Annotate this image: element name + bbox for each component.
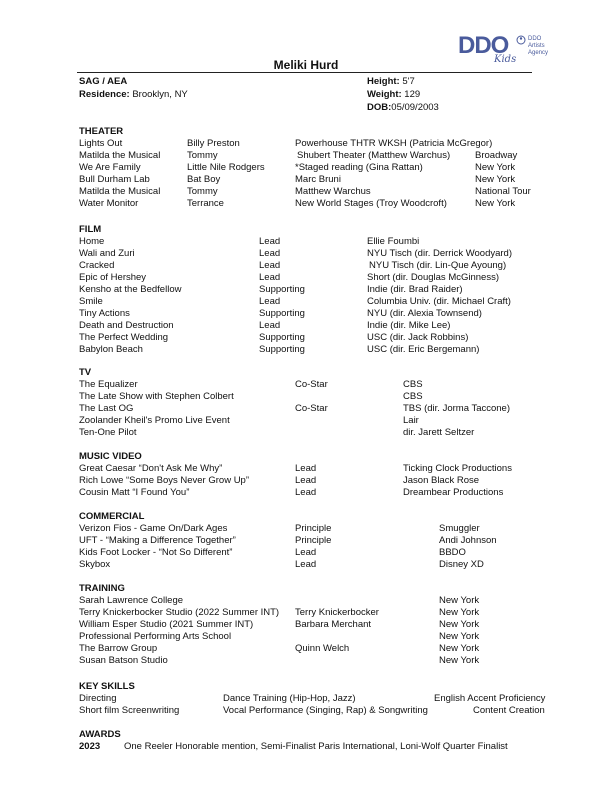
film-role: Lead bbox=[259, 296, 281, 307]
training-teacher: Terry Knickerbocker bbox=[295, 607, 379, 618]
logo-figure-icon bbox=[516, 35, 526, 45]
mv-title: Cousin Matt “I Found You” bbox=[79, 487, 190, 498]
film-credit: Short (dir. Douglas McGinness) bbox=[367, 272, 499, 283]
training-location: New York bbox=[439, 595, 480, 606]
training-teacher: Quinn Welch bbox=[295, 643, 350, 654]
height-label: Height: bbox=[367, 76, 400, 87]
tv-title: The Late Show with Stephen Colbert bbox=[79, 391, 234, 402]
film-title: Tiny Actions bbox=[79, 308, 130, 319]
height-value: 5'7 bbox=[402, 76, 415, 87]
film-role: Lead bbox=[259, 320, 281, 331]
film-credit: Indie (dir. Mike Lee) bbox=[367, 320, 451, 331]
unions: SAG / AEA bbox=[79, 76, 128, 87]
weight-label: Weight: bbox=[367, 89, 402, 100]
tv-network: Lair bbox=[403, 415, 419, 426]
theater-title: Water Monitor bbox=[79, 198, 139, 209]
theater-role: Tommy bbox=[187, 150, 218, 161]
theater-role: Terrance bbox=[187, 198, 224, 209]
theater-location: New York bbox=[475, 162, 516, 173]
header-divider bbox=[77, 72, 532, 73]
awards-heading: AWARDS bbox=[79, 729, 121, 740]
commercial-title: UFT - “Making a Difference Together” bbox=[79, 535, 236, 546]
film-role: Lead bbox=[259, 236, 281, 247]
film-role: Supporting bbox=[259, 308, 305, 319]
film-title: Smile bbox=[79, 296, 103, 307]
training-location: New York bbox=[439, 607, 480, 618]
logo-brand: DDO bbox=[458, 32, 509, 59]
mv-production: Dreambear Productions bbox=[403, 487, 504, 498]
theater-role: Tommy bbox=[187, 186, 218, 197]
commercial-role: Lead bbox=[295, 547, 317, 558]
tv-title: The Last OG bbox=[79, 403, 134, 414]
film-title: Epic of Hershey bbox=[79, 272, 147, 283]
film-credit: Columbia Univ. (dir. Michael Craft) bbox=[367, 296, 511, 307]
film-credit: Ellie Foumbi bbox=[367, 236, 420, 247]
training-location: New York bbox=[439, 631, 480, 642]
tv-title: Ten-One Pilot bbox=[79, 427, 137, 438]
film-credit: USC (dir. Eric Bergemann) bbox=[367, 344, 480, 355]
film-title: Death and Destruction bbox=[79, 320, 174, 331]
commercial-company: Smuggler bbox=[439, 523, 480, 534]
training-location: New York bbox=[439, 655, 480, 666]
theater-venue: Shubert Theater (Matthew Warchus) bbox=[297, 150, 451, 161]
mv-title: Great Caesar “Don't Ask Me Why” bbox=[79, 463, 223, 474]
skill: English Accent Proficiency bbox=[434, 693, 546, 704]
tv-title: The Equalizer bbox=[79, 379, 138, 390]
dob bbox=[367, 102, 439, 113]
training-location: New York bbox=[439, 619, 480, 630]
film-role: Lead bbox=[259, 272, 281, 283]
tv-role: Co-Star bbox=[295, 379, 328, 390]
film-role: Supporting bbox=[259, 344, 305, 355]
film-title: The Perfect Wedding bbox=[79, 332, 169, 343]
award-text: One Reeler Honorable mention, Semi-Finalist Paris International, Loni-Wolf Quarter Finalist bbox=[124, 741, 508, 752]
commercial-role: Principle bbox=[295, 535, 332, 546]
film-role: Lead bbox=[259, 260, 281, 271]
tv-title: Zoolander Kheil's Promo Live Event bbox=[79, 415, 230, 426]
training-location: New York bbox=[439, 643, 480, 654]
residence-label: Residence: bbox=[79, 89, 130, 100]
theater-role: Billy Preston bbox=[187, 138, 240, 149]
skill: Content Creation bbox=[473, 705, 545, 716]
film-heading: FILM bbox=[79, 224, 102, 235]
film-role: Supporting bbox=[259, 284, 305, 295]
training-school: Sarah Lawrence College bbox=[79, 595, 184, 606]
award-year: 2023 bbox=[79, 741, 101, 752]
film-title: Kensho at the Bedfellow bbox=[79, 284, 182, 295]
skill: Directing bbox=[79, 693, 117, 704]
theater-location: Broadway bbox=[475, 150, 518, 161]
training-school: The Barrow Group bbox=[79, 643, 158, 654]
theater-location: New York bbox=[475, 198, 516, 209]
residence bbox=[79, 89, 188, 100]
film-title: Home bbox=[79, 236, 105, 247]
film-title: Cracked bbox=[79, 260, 115, 271]
skill: Short film Screenwriting bbox=[79, 705, 180, 716]
film-credit: NYU Tisch (dir. Derrick Woodyard) bbox=[367, 248, 512, 259]
theater-title: Lights Out bbox=[79, 138, 123, 149]
theater-title: We Are Family bbox=[79, 162, 141, 173]
film-title: Babylon Beach bbox=[79, 344, 143, 355]
theater-heading: THEATER bbox=[79, 126, 124, 137]
film-credit: NYU Tisch (dir. Lin-Que Ayoung) bbox=[369, 260, 507, 271]
tv-network: dir. Jarett Seltzer bbox=[403, 427, 475, 438]
weight-value: 129 bbox=[404, 89, 421, 100]
weight bbox=[367, 89, 420, 100]
commercial-company: Disney XD bbox=[439, 559, 484, 570]
film-credit: NYU (dir. Alexia Townsend) bbox=[367, 308, 482, 319]
film-role: Lead bbox=[259, 248, 281, 259]
training-school: Terry Knickerbocker Studio (2022 Summer INT) bbox=[79, 607, 280, 618]
residence-value: Brooklyn, NY bbox=[132, 89, 188, 100]
commercial-title: Kids Foot Locker - “Not So Different” bbox=[79, 547, 233, 558]
theater-role: Bat Boy bbox=[187, 174, 221, 185]
dob-label: DOB: bbox=[367, 102, 392, 113]
mv-production: Jason Black Rose bbox=[403, 475, 480, 486]
film-role: Supporting bbox=[259, 332, 305, 343]
logo-subtitle: DDO Artists Agency bbox=[528, 36, 549, 56]
tv-network: CBS bbox=[403, 391, 423, 402]
dob-value: 05/09/2003 bbox=[391, 102, 439, 113]
theater-venue: Marc Bruni bbox=[295, 174, 341, 185]
theater-title: Matilda the Musical bbox=[79, 186, 161, 197]
logo-kids: Kids bbox=[494, 54, 517, 65]
mv-title: Rich Lowe “Some Boys Never Grow Up” bbox=[79, 475, 249, 486]
commercial-company: BBDO bbox=[439, 547, 466, 558]
commercial-heading: COMMERCIAL bbox=[79, 511, 145, 522]
mv-role: Lead bbox=[295, 475, 317, 486]
mv-role: Lead bbox=[295, 463, 317, 474]
theater-venue: *Staged reading (Gina Rattan) bbox=[295, 162, 423, 173]
music-video-heading: MUSIC VIDEO bbox=[79, 451, 142, 462]
mv-role: Lead bbox=[295, 487, 317, 498]
tv-network: CBS bbox=[403, 379, 423, 390]
theater-venue: New World Stages (Troy Woodcroft) bbox=[295, 198, 447, 209]
commercial-title: Verizon Fios - Game On/Dark Ages bbox=[79, 523, 228, 534]
skill: Vocal Performance (Singing, Rap) & Songwriting bbox=[223, 705, 428, 716]
mv-production: Ticking Clock Productions bbox=[403, 463, 512, 474]
skills-heading: KEY SKILLS bbox=[79, 681, 135, 692]
skill: Dance Training (Hip-Hop, Jazz) bbox=[223, 693, 356, 704]
training-teacher: Barbara Merchant bbox=[295, 619, 372, 630]
height bbox=[367, 76, 415, 87]
training-school: Professional Performing Arts School bbox=[79, 631, 232, 642]
film-credit: Indie (dir. Brad Raider) bbox=[367, 284, 463, 295]
theater-venue: Powerhouse THTR WKSH (Patricia McGregor) bbox=[295, 138, 493, 149]
performer-name: Meliki Hurd bbox=[273, 58, 339, 72]
theater-venue: Matthew Warchus bbox=[295, 186, 371, 197]
commercial-role: Principle bbox=[295, 523, 332, 534]
tv-network: TBS (dir. Jorma Taccone) bbox=[403, 403, 511, 414]
tv-role: Co-Star bbox=[295, 403, 328, 414]
commercial-role: Lead bbox=[295, 559, 317, 570]
training-school: Susan Batson Studio bbox=[79, 655, 168, 666]
film-title: Wali and Zuri bbox=[79, 248, 135, 259]
theater-title: Matilda the Musical bbox=[79, 150, 161, 161]
theater-location: New York bbox=[475, 174, 516, 185]
film-credit: USC (dir. Jack Robbins) bbox=[367, 332, 469, 343]
theater-title: Bull Durham Lab bbox=[79, 174, 150, 185]
training-school: William Esper Studio (2021 Summer INT) bbox=[79, 619, 254, 630]
commercial-title: Skybox bbox=[79, 559, 111, 570]
theater-role: Little Nile Rodgers bbox=[187, 162, 265, 173]
tv-heading: TV bbox=[79, 367, 92, 378]
theater-location: National Tour bbox=[475, 186, 531, 197]
training-heading: TRAINING bbox=[79, 583, 125, 594]
commercial-company: Andi Johnson bbox=[439, 535, 497, 546]
